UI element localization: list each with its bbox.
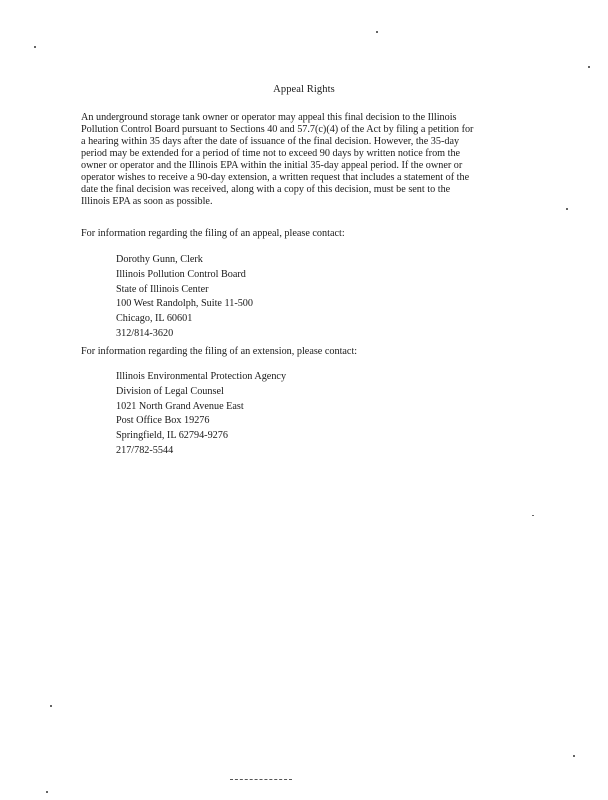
address-line: Springfield, IL 62794-9276 xyxy=(116,430,228,442)
paragraph-line: period may be extended for a period of time not to exceed 90 days by written notice from the xyxy=(81,148,461,159)
address-line: State of Illinois Center xyxy=(116,283,209,295)
paragraph-line: Pollution Control Board pursuant to Sections 40 and 57.7(c)(4) of the Act by filing a petition for xyxy=(81,124,474,135)
paragraph-line: a hearing within 35 days after the date of issuance of the final decision. However, the 35-day xyxy=(81,136,460,147)
extension-contact-intro: For information regarding the filing of an extension, please contact: xyxy=(81,346,358,357)
extension-contact-address xyxy=(116,370,286,459)
address-line: 1021 North Grand Avenue East xyxy=(116,400,244,412)
paragraph-line: owner or operator and the Illinois EPA within the initial 35-day appeal period. If the owner or xyxy=(81,160,463,171)
paragraph-line: Illinois EPA as soon as possible. xyxy=(81,196,213,207)
scan-speck xyxy=(34,46,36,48)
scan-speck xyxy=(532,515,534,516)
scan-speck xyxy=(588,66,590,68)
address-line: Dorothy Gunn, Clerk xyxy=(116,254,203,265)
footer-rule xyxy=(230,779,292,780)
paragraph-line: date the final decision was received, along with a copy of this decision, must be sent to the xyxy=(81,184,451,195)
address-line: Division of Legal Counsel xyxy=(116,385,224,397)
scan-speck xyxy=(50,705,52,707)
appeal-contact-intro: For information regarding the filing of an appeal, please contact: xyxy=(81,228,345,239)
scan-speck xyxy=(573,755,575,757)
paragraph-line: operator wishes to receive a 90-day extension, a written request that includes a statement of the xyxy=(81,172,470,183)
appeal-contact-address xyxy=(116,253,253,342)
address-line: Chicago, IL 60601 xyxy=(116,313,193,325)
appeal-rights-paragraph xyxy=(81,112,533,208)
address-line: 100 West Randolph, Suite 11-500 xyxy=(116,298,253,310)
address-line: Illinois Environmental Protection Agency xyxy=(116,371,287,382)
address-line: Illinois Pollution Control Board xyxy=(116,268,246,280)
paragraph-line: An underground storage tank owner or operator may appeal this final decision to the Illinois xyxy=(81,112,457,123)
address-line: 217/782-5544 xyxy=(116,444,174,456)
scan-speck xyxy=(376,31,378,33)
address-line: Post Office Box 19276 xyxy=(116,415,210,427)
scan-speck xyxy=(566,208,568,210)
page-title: Appeal Rights xyxy=(273,84,335,95)
scan-speck xyxy=(46,791,48,793)
address-line: 312/814-3620 xyxy=(116,327,174,339)
